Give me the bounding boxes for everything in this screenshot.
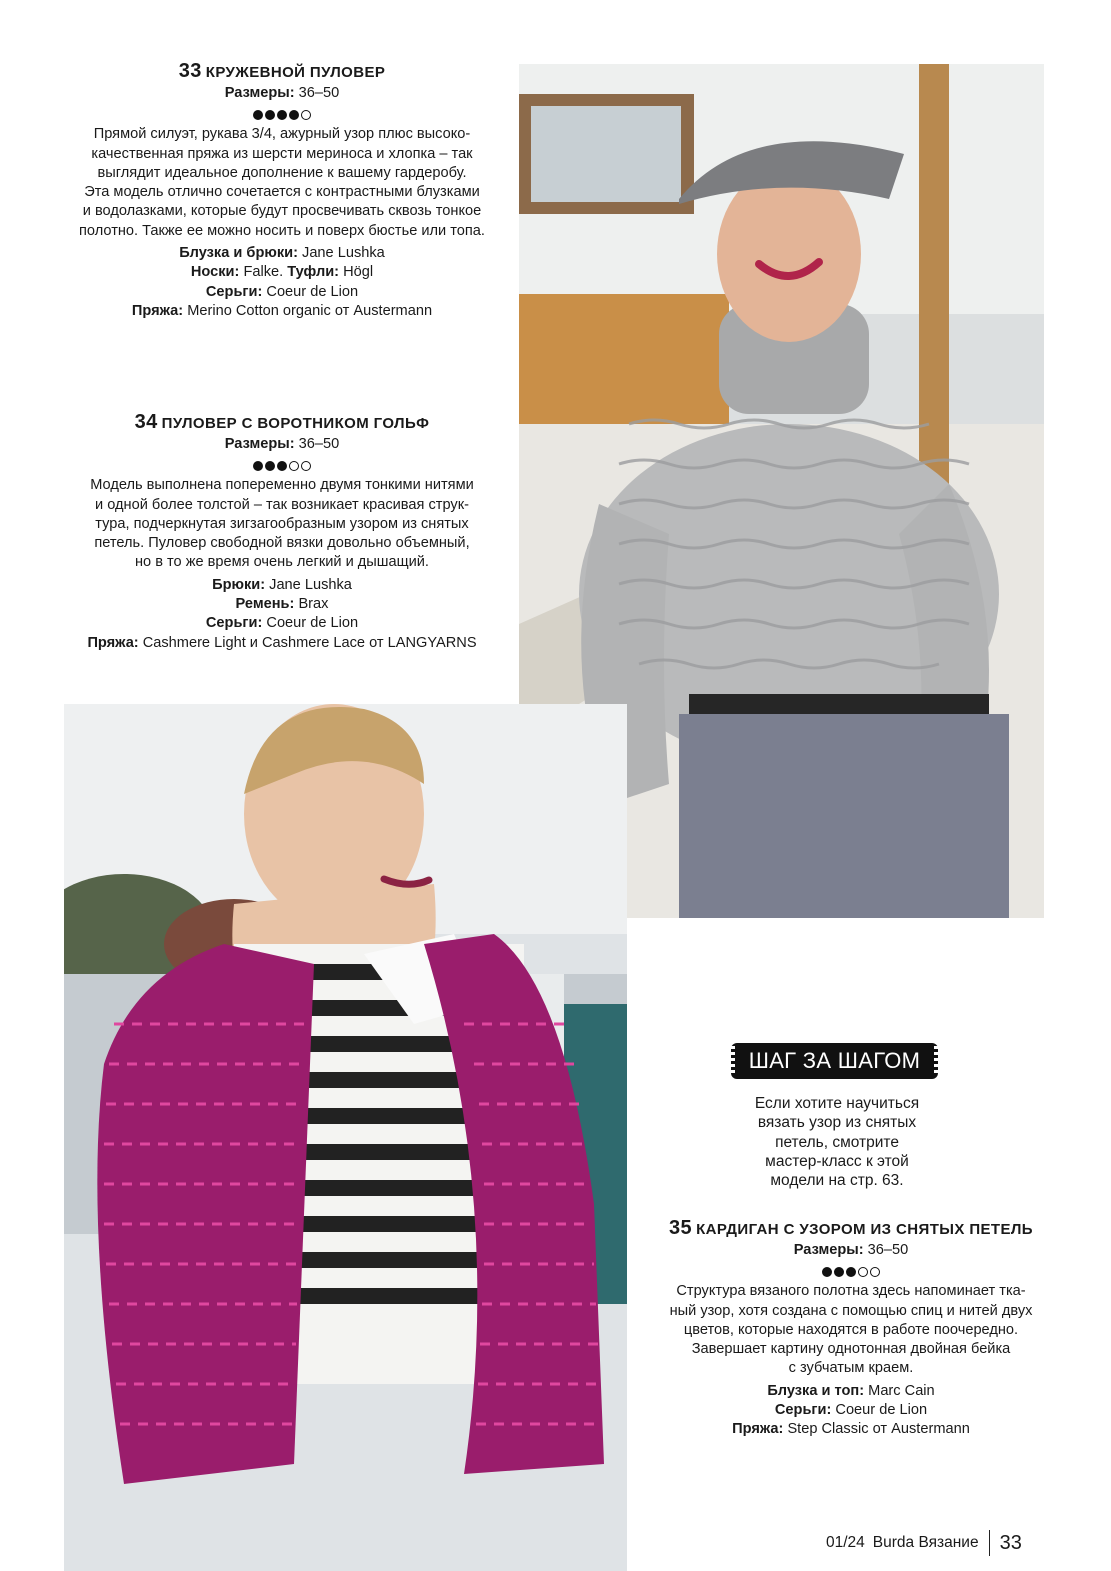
credit-value: Merino Cotton organic от Austermann [183, 302, 433, 319]
item-title [60, 60, 504, 84]
description-line: ный узор, хотя создана с помощью спиц и нитей двух [669, 1302, 1033, 1319]
item-name: КАРДИГАН С УЗОРОМ ИЗ СНЯТЫХ ПЕТЕЛЬ [696, 1221, 1033, 1238]
difficulty-dot-empty [858, 1267, 868, 1277]
item-number: 34 [134, 411, 158, 433]
description-line: выглядит идеальное дополнение к вашему гардеробу. [97, 164, 467, 181]
description-line: и водолазками, которые будут просвечивать сквозь тонкое [82, 203, 482, 220]
credit-line [60, 302, 504, 321]
credit-line [640, 1420, 1062, 1439]
credit-label: Пряжа: [732, 1421, 784, 1438]
description-line: с зубчатым краем. [788, 1360, 914, 1377]
credit-label: Носки: [190, 264, 240, 281]
sizes-label: Размеры: [224, 436, 295, 452]
description-line: Эта модель отлично сочетается с контрастными блузками [84, 184, 480, 201]
credit-line [60, 634, 504, 653]
item-34-block [60, 411, 504, 653]
credit-value: Step Classic от Austermann [783, 1421, 970, 1438]
credit-line [60, 576, 504, 595]
sizes-value: 36–50 [294, 436, 340, 452]
credit-value: Jane Lushka [297, 245, 385, 262]
credit-label: Серьги: [774, 1402, 832, 1419]
sizes-value: 36–50 [294, 85, 340, 101]
item-name: КРУЖЕВНОЙ ПУЛОВЕР [205, 64, 386, 81]
description-line: цветов, которые находятся в работе поочередно. [683, 1321, 1019, 1338]
difficulty-dot-filled [265, 110, 275, 120]
difficulty-dot-filled [265, 461, 275, 471]
magazine-name: Burda Вязание [872, 1534, 979, 1551]
credit-line [640, 1382, 1062, 1401]
description-line: полотно. Также ее можно носить и поверх бюстье или топа. [79, 222, 485, 239]
item-description [640, 1282, 1062, 1378]
item-credits [60, 244, 504, 321]
description-line: и одной более толстой – так возникает красивая струк- [95, 496, 469, 513]
footer-divider [989, 1530, 990, 1556]
credit-label: Пряжа: [87, 634, 139, 651]
credit-value: Coeur de Lion [831, 1402, 928, 1419]
difficulty-dot-filled [846, 1267, 856, 1277]
item-sizes [60, 435, 504, 454]
step-text-line: петель, смотрите [775, 1133, 899, 1151]
photo-magenta-cardigan [64, 704, 627, 1571]
magenta-cardigan-illustration [64, 704, 627, 1571]
description-line: Модель выполнена попеременно двумя тонкими нитями [90, 477, 474, 494]
credit-label: Блузка и топ: [767, 1382, 865, 1399]
sizes-label: Размеры: [793, 1242, 864, 1258]
difficulty-dot-filled [253, 110, 263, 120]
issue-number: 01/24 [826, 1534, 865, 1551]
credit-value: Falke. [239, 264, 288, 281]
credit-label: Пряжа: [131, 302, 184, 319]
credit-line [60, 244, 504, 263]
difficulty-dot-filled [289, 110, 299, 120]
item-number: 33 [178, 60, 202, 82]
step-by-step-badge: ШАГ ЗА ШАГОМ [731, 1043, 938, 1079]
credit-line [640, 1401, 1062, 1420]
item-title [640, 1217, 1062, 1241]
credit-line [60, 263, 504, 282]
item-33-block [60, 60, 504, 321]
credit-value: Brax [294, 596, 329, 613]
credit-line [60, 283, 504, 302]
difficulty-rating [60, 461, 504, 471]
item-number: 35 [669, 1217, 693, 1239]
difficulty-dot-filled [834, 1267, 844, 1277]
item-description [60, 125, 504, 241]
difficulty-dot-filled [277, 461, 287, 471]
credit-value: Jane Lushka [265, 576, 352, 593]
step-text-line: мастер-класс к этой [765, 1152, 909, 1170]
difficulty-rating [60, 110, 504, 120]
difficulty-dot-empty [301, 461, 311, 471]
credit-value: Coeur de Lion [262, 615, 359, 632]
credit-label: Серьги: [205, 615, 263, 632]
description-line: Завершает картину однотонная двойная бейка [691, 1341, 1011, 1358]
credit-value: Cashmere Light и Cashmere Lace от LANGYARNS [138, 634, 477, 651]
difficulty-dot-filled [822, 1267, 832, 1277]
item-35-block [640, 1217, 1062, 1440]
item-sizes [640, 1241, 1062, 1260]
step-by-step-text [700, 1094, 974, 1190]
item-sizes [60, 84, 504, 103]
credit-line [60, 614, 504, 633]
description-line: петель. Пуловер свободной вязки довольно объемный, [94, 535, 470, 552]
credit-value: Coeur de Lion [262, 283, 359, 300]
description-line: качественная пряжа из шерсти мериноса и хлопка – так [91, 145, 473, 162]
credit-label: Туфли: [287, 264, 340, 281]
page-number: 33 [999, 1531, 1022, 1554]
difficulty-dot-empty [870, 1267, 880, 1277]
item-title [60, 411, 504, 435]
description-line: Структура вязаного полотна здесь напоминает тка- [676, 1283, 1026, 1300]
difficulty-dot-filled [253, 461, 263, 471]
item-name: ПУЛОВЕР С ВОРОТНИКОМ ГОЛЬФ [161, 415, 430, 432]
difficulty-dot-empty [289, 461, 299, 471]
credit-label: Брюки: [212, 576, 266, 593]
credit-value: Marc Cain [864, 1382, 935, 1399]
item-credits [640, 1382, 1062, 1440]
credit-label: Ремень: [235, 596, 295, 613]
description-line: тура, подчеркнутая зигзагообразным узором из снятых [95, 515, 469, 532]
step-text-line: вязать узор из снятых [757, 1114, 917, 1132]
sizes-label: Размеры: [224, 85, 295, 101]
page-footer [826, 1530, 1022, 1556]
difficulty-dot-empty [301, 110, 311, 120]
credit-label: Блузка и брюки: [179, 245, 298, 262]
step-text-line: модели на стр. 63. [770, 1172, 904, 1190]
step-text-line: Если хотите научиться [754, 1095, 920, 1112]
item-description [60, 476, 504, 572]
credit-line [60, 595, 504, 614]
credit-value: Högl [339, 264, 374, 281]
credit-label: Серьги: [205, 283, 263, 300]
description-line: но в то же время очень легкий и дышащий. [135, 554, 429, 571]
item-credits [60, 576, 504, 653]
sizes-value: 36–50 [863, 1242, 909, 1258]
difficulty-dot-filled [277, 110, 287, 120]
difficulty-rating [640, 1267, 1062, 1277]
description-line: Прямой силуэт, рукава 3/4, ажурный узор плюс высоко- [93, 126, 471, 143]
